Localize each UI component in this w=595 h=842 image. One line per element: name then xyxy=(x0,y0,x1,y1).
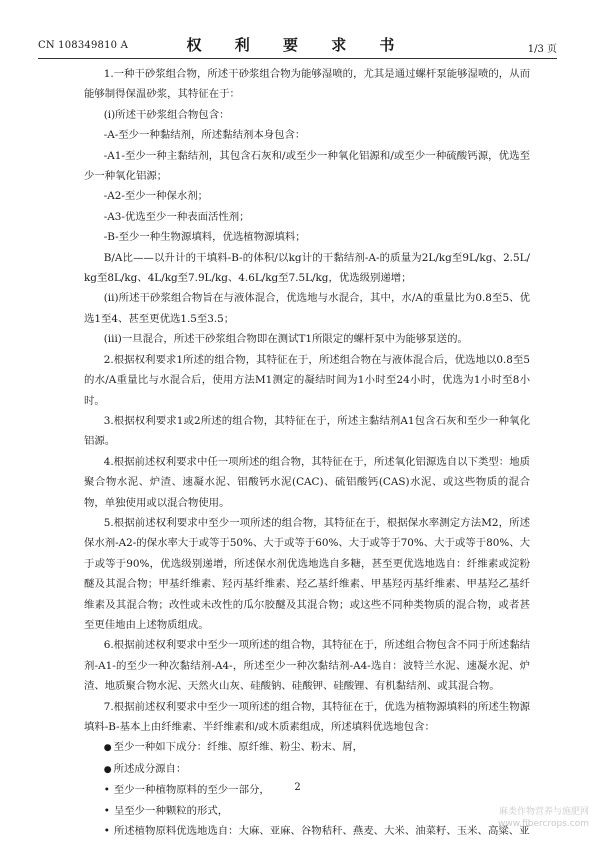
claim-paragraph: 7.根据前述权利要求中至少一项所述的组合物，其特征在于，优选为植物源填料的所述生物源填料-B-基本上由纤维素、半纤维素和/或木质素组成，所述填料优选地包含： xyxy=(84,700,530,733)
claim-paragraph: -A1-至少一种主黏结剂，其包含石灰和/或至少一种氧化铝源和/或至少一种硫酸钙源，优选至少一种氧化铝源； xyxy=(84,149,530,183)
claim-paragraph: (i)所述干砂浆组合物包含： xyxy=(103,108,230,121)
claim-paragraph: -B-至少一种生物源填料，优选植物源填料； xyxy=(103,231,306,244)
bullet-item xyxy=(84,821,530,841)
claims-body xyxy=(84,64,531,838)
watermark-url: www.fibercrops.com xyxy=(498,819,589,829)
document-title: 权 利 要 求 书 xyxy=(186,36,409,54)
claim-paragraph: 2.根据权利要求1所述的组合物，其特征在于，所述组合物在与液体混合后，优选地以0.8至5的水/A重量比与水混合后，使用方法M1测定的凝结时间为1小时至24小时，优选为1小时至8小时。 xyxy=(84,353,530,407)
bullet-text: 所述植物原料优选地选自：大麻、亚麻、谷物秸秆、燕麦、大米、油菜籽、玉米、高粱、亚 xyxy=(113,825,530,838)
claim-paragraph: 6.根据前述权利要求中至少一项所述的组合物，其特征在于，所述组合物包含不同于所述黏结剂-A1-的至少一种次黏结剂-A4-，所述至少一种次黏结剂-A4-选自：波特兰水泥、速凝水泥、炉渣、地质聚合物水泥、天然火山灰、硅酸钠、硅酸钾、硅酸锂、有机黏结剂、或其混合物。 xyxy=(84,639,530,693)
claim-paragraph: (iii)一旦混合，所述干砂浆组合物即在测试T1所限定的螺杆泵中为能够泵送的。 xyxy=(103,333,468,346)
bullet-small-icon xyxy=(104,805,114,817)
bullet-text: 所述成分源自： xyxy=(113,762,187,775)
bullet-text: 至少一种如下成分：纤维、原纤维、粉尘、粉末、屑， xyxy=(113,741,363,754)
bullet-item xyxy=(84,759,530,780)
site-watermark xyxy=(498,806,589,830)
claim-paragraph: 3.根据权利要求1或2所述的组合物，其特征在于，所述主黏结剂A1包含石灰和至少一种氧化铝源。 xyxy=(84,414,530,448)
bullet-small-icon xyxy=(104,825,114,837)
bullet-item xyxy=(84,801,530,821)
claim-paragraph: -A-至少一种黏结剂，所述黏结剂本身包含： xyxy=(103,129,306,142)
watermark-line: 麻类作物营养与施肥网 xyxy=(498,807,589,817)
bullet-item xyxy=(84,737,530,758)
claim-paragraph: (ii)所述干砂浆组合物旨在与液体混合，优选地与水混合，其中，水/A的重量比为0.8至5、优选1至4、甚至更优选1.5至3.5； xyxy=(84,292,530,325)
page-number: 2 xyxy=(294,782,301,793)
bullet-text: 呈至少一种颗粒的形式， xyxy=(113,804,229,817)
claim-paragraph: B/A比——以升计的干填料-B-的体积/以kg计的干黏结剂-A-的质量为2L/kg至9L/kg、2.5L/kg至8L/kg、4L/kg至7.9L/kg、4.6L/kg至7.5L/kg，优选级别递增； xyxy=(84,251,530,285)
claim-paragraph: -A3-优选至少一种表面活性剂； xyxy=(103,210,250,223)
publication-number: CN 108349810 A xyxy=(38,40,129,51)
bullet-text: 至少一种植物原料的至少一部分， xyxy=(113,784,270,797)
bullet-dot-icon xyxy=(104,741,114,753)
claim-paragraph: 1.一种干砂浆组合物，所述干砂浆组合物为能够湿喷的，尤其是通过螺杆泵能够湿喷的，从而能够制得保温砂浆，其特征在于： xyxy=(84,68,530,101)
bullet-dot-icon xyxy=(104,763,114,775)
page-info: 1/3 页 xyxy=(527,44,557,55)
claim-paragraph: 5.根据前述权利要求中至少一项所述的组合物，其特征在于，根据保水率测定方法M2，所述保水剂-A2-的保水率大于或等于50%、大于或等于60%、大于或等于70%、大于或等于80%、大于或等于90%，优选级别递增，所述保水剂优选地选自多糖，甚至更优选地选自：纤维素或淀粉醚及其混合物；甲基纤维素、羟丙基纤维素、羟乙基纤维素、甲基羟丙基纤维素、甲基羟乙基纤维素及其混合物；改性或未改性的瓜尔胶醚及其混合物；或这些不同种类物质的混合物，或者甚至更佳地由上述物质组成。 xyxy=(84,516,531,631)
document-header xyxy=(38,34,557,56)
claim-paragraph: -A2-至少一种保水剂； xyxy=(103,190,209,203)
claim-paragraph: 4.根据前述权利要求中任一项所述的组合物，其特征在于，所述氧化铝源选自以下类型：地质聚合物水泥、炉渣、速凝水泥、铝酸钙水泥(CAC)、硫铝酸钙(CAS)水泥、或这些物质的混合物，单独使用或以混合物使用。 xyxy=(84,455,530,509)
header-divider xyxy=(38,58,557,59)
